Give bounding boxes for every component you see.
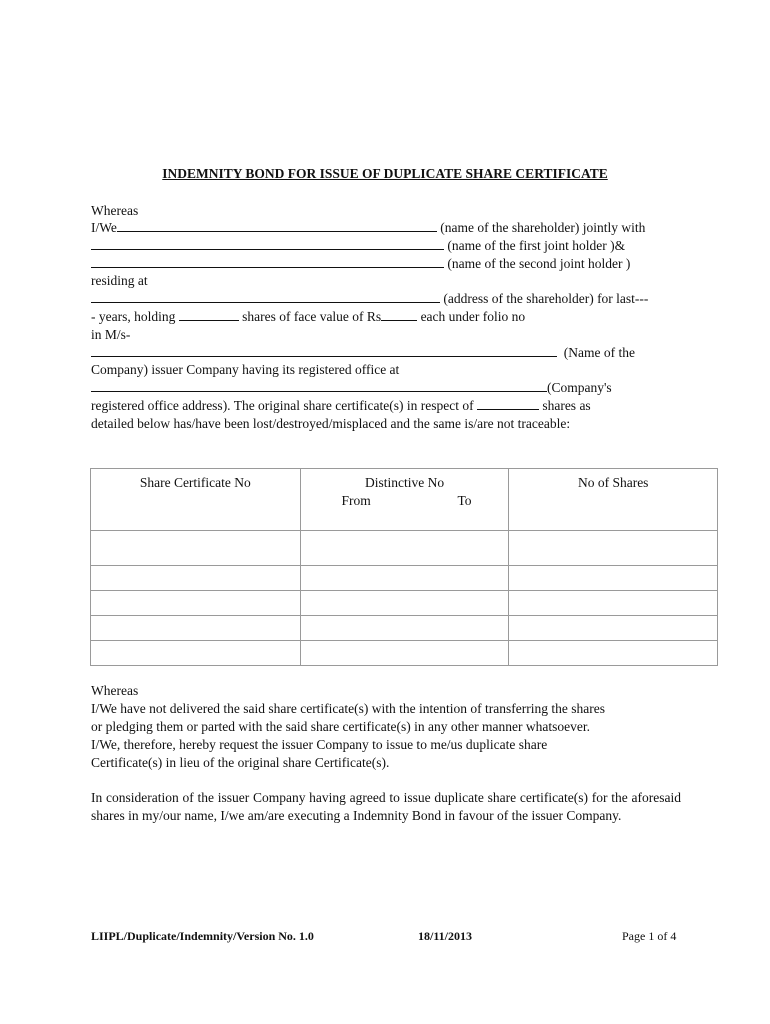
consideration-paragraph: In consideration of the issuer Company having agreed to issue duplicate share certificate(s) for the aforesaid shares in my/our name, I/we am/are executing a Indemnity Bond in favour of the issuer Company.	[91, 790, 681, 823]
table-row	[91, 566, 718, 591]
table-row	[91, 531, 718, 566]
no-of-shares-header: No of Shares	[509, 469, 718, 531]
table-cell[interactable]	[91, 566, 301, 591]
in-ms-label: in M/s-	[91, 327, 131, 342]
pledging-line: or pledging them or parted with the said share certificate(s) in any other manner whatsoever.	[91, 719, 590, 734]
residing-at-label: residing at	[91, 273, 148, 288]
address-note: (address of the shareholder) for last---	[443, 291, 649, 306]
table-cell[interactable]	[91, 531, 301, 566]
share-certificate-no-header: Share Certificate No	[91, 469, 301, 531]
table-cell[interactable]	[509, 641, 718, 666]
folio-text: each under folio no	[420, 309, 526, 324]
table-header-row	[91, 469, 718, 531]
not-delivered-line: I/We have not delivered the said share certificate(s) with the intention of transferring the shares	[91, 701, 605, 716]
second-joint-holder-blank	[91, 255, 444, 268]
table-cell[interactable]	[300, 566, 509, 591]
distinctive-no-header	[300, 469, 509, 531]
table-cell[interactable]	[509, 591, 718, 616]
table-cell[interactable]	[509, 616, 718, 641]
number-of-shares-blank	[179, 308, 239, 321]
detailed-below-line: detailed below has/have been lost/destroyed/misplaced and the same is/are not traceable:	[91, 416, 571, 431]
company-name-line	[91, 344, 635, 361]
in-lieu-line: Certificate(s) in lieu of the original share Certificate(s).	[91, 755, 390, 770]
name-of-the-text: (Name of the	[563, 345, 635, 360]
table-cell[interactable]	[300, 616, 509, 641]
table-cell[interactable]	[300, 641, 509, 666]
registered-office-blank	[91, 379, 547, 392]
holding-line	[91, 308, 525, 325]
certificate-shares-blank	[477, 397, 539, 410]
second-joint-holder-line	[91, 255, 630, 272]
shares-as-text: shares as	[542, 398, 591, 413]
share-certificate-table	[90, 468, 718, 666]
table-row	[91, 591, 718, 616]
table-cell[interactable]	[91, 641, 301, 666]
registered-office-text: registered office address). The original share certificate(s) in respect of	[91, 398, 474, 413]
table-cell[interactable]	[300, 531, 509, 566]
years-holding-text: - years, holding	[91, 309, 176, 324]
to-label: To	[457, 493, 472, 508]
face-value-text: shares of face value of Rs	[242, 309, 382, 324]
footer-page-number: Page 1 of 4	[622, 929, 677, 943]
whereas-label: Whereas	[91, 203, 139, 218]
table-cell[interactable]	[91, 591, 301, 616]
table-row	[91, 641, 718, 666]
iwe-label: I/We	[91, 220, 117, 235]
address-blank	[91, 290, 440, 303]
table-cell[interactable]	[300, 591, 509, 616]
registered-office-blank-line	[91, 379, 612, 396]
first-joint-holder-note: (name of the first joint holder )&	[447, 238, 626, 253]
address-line	[91, 290, 648, 307]
table-cell[interactable]	[509, 566, 718, 591]
distinctive-no-label: Distinctive No	[364, 475, 445, 490]
companys-text: (Company's	[547, 380, 612, 395]
registered-office-line	[91, 397, 591, 414]
second-joint-holder-note: (name of the second joint holder )	[447, 256, 631, 271]
footer-date: 18/11/2013	[418, 929, 473, 943]
table-cell[interactable]	[509, 531, 718, 566]
footer-reference: LIIPL/Duplicate/Indemnity/Version No. 1.0	[91, 929, 314, 943]
company-issuer-line: Company) issuer Company having its registered office at	[91, 362, 400, 377]
table-cell[interactable]	[91, 616, 301, 641]
first-joint-holder-line	[91, 237, 625, 254]
request-line: I/We, therefore, hereby request the issuer Company to issue to me/us duplicate share	[91, 737, 548, 752]
shareholder-note: (name of the shareholder) jointly with	[440, 220, 646, 235]
shareholder-line	[91, 219, 645, 236]
shareholder-name-blank	[117, 219, 437, 232]
first-joint-holder-blank	[91, 237, 444, 250]
document-title: INDEMNITY BOND FOR ISSUE OF DUPLICATE SHARE CERTIFICATE	[162, 166, 608, 181]
whereas-second-label: Whereas	[91, 683, 139, 698]
from-label: From	[341, 493, 371, 508]
table-row	[91, 616, 718, 641]
company-name-blank	[91, 344, 557, 357]
face-value-blank	[381, 308, 417, 321]
